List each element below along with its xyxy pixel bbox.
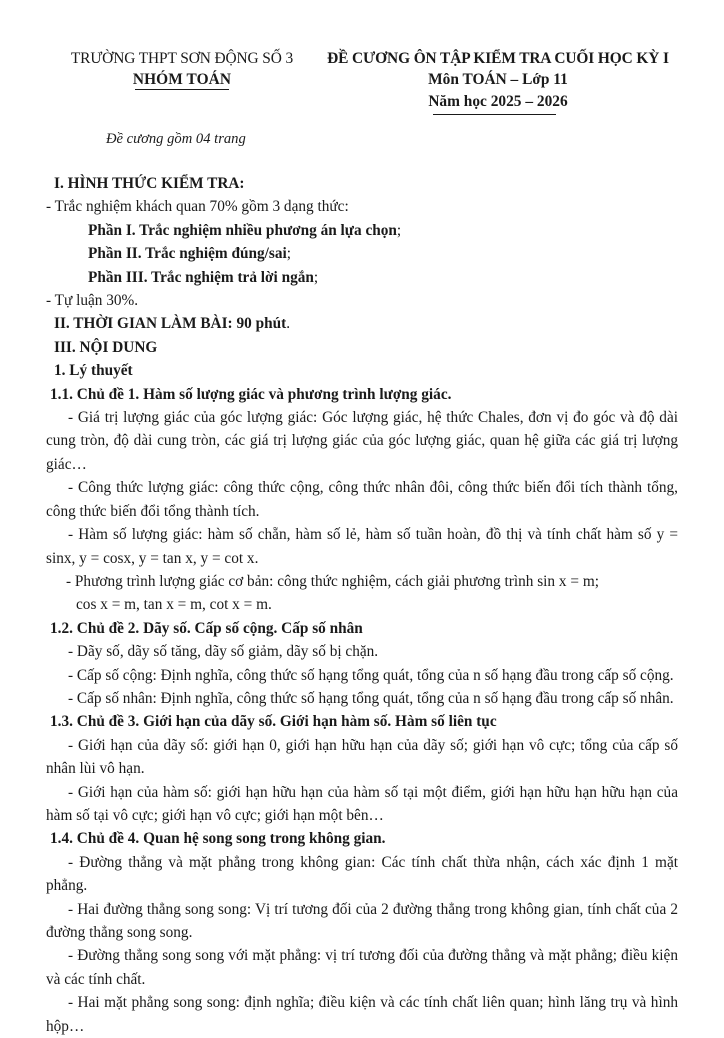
section-heading-ii — [46, 312, 678, 335]
section-heading-ii-period: . — [286, 315, 291, 333]
exam-format-part-1-label: Phần I. Trắc nghiệm nhiều phương án lựa chọn — [88, 221, 397, 239]
page-count-note: Đề cương gồm 04 trang — [106, 131, 246, 147]
exam-format-part-3-label: Phần III. Trắc nghiệm trả lời ngắn — [88, 268, 314, 286]
exam-format-part-3 — [46, 266, 678, 289]
topic-1-paragraph-2: - Công thức lượng giác: công thức cộng, công thức nhân đôi, công thức biến đổi tích thành tổng, công thức biến đổi tổng thành tích. — [46, 479, 678, 520]
topic-4-paragraph-1: - Đường thẳng và mặt phẳng trong không gian: Các tính chất thừa nhận, cách xác định 1 mặt phẳng. — [46, 853, 678, 895]
topic-1-heading: 1.1. Chủ đề 1. Hàm số lượng giác và phương trình lượng giác. — [50, 385, 452, 403]
section-heading-i: I. HÌNH THỨC KIỂM TRA: — [54, 175, 245, 192]
section-heading-ii-label: II. THỜI GIAN LÀM BÀI: 90 phút — [54, 315, 287, 333]
school-name: TRƯỜNG THPT SƠN ĐỘNG SỐ 3 — [70, 50, 294, 67]
topic-2-paragraph-3: - Cấp số nhân: Định nghĩa, công thức số hạng tổng quát, tổng của n số hạng đầu trong cấp số nhân. — [68, 689, 674, 707]
exam-format-part-2-sep: ; — [286, 245, 292, 263]
subject-line: Môn TOÁN – Lớp 11 — [428, 71, 568, 88]
section-heading-iii: III. NỘI DUNG — [54, 338, 158, 356]
exam-format-part-2-label: Phần II. Trắc nghiệm đúng/sai — [88, 245, 287, 263]
topic-1-paragraph-4-continued: cos x = m, tan x = m, cot x = m. — [76, 596, 272, 614]
document-body — [46, 172, 678, 1038]
document-header — [46, 46, 678, 113]
topic-1-paragraph-1: - Giá trị lượng giác của góc lượng giác: Góc lượng giác, hệ thức Chales, đơn vị đo góc và độ dài cung tròn, độ dài cung tròn, các giá trị lượng giác của góc lượng giác, quan hệ giữa các giá trị lượng giác… — [46, 409, 678, 473]
exam-title: ĐỀ CƯƠNG ÔN TẬP KIỂM TRA CUỐI HỌC KỲ I — [327, 50, 669, 67]
exam-format-essay: - Tự luận 30%. — [46, 292, 139, 310]
exam-format-part-1 — [46, 219, 678, 242]
topic-2-heading: 1.2. Chủ đề 2. Dãy số. Cấp số cộng. Cấp số nhân — [50, 619, 363, 637]
topic-3-heading: 1.3. Chủ đề 3. Giới hạn của dãy số. Giới hạn hàm số. Hàm số liên tục — [50, 713, 497, 731]
exam-format-objective: - Trắc nghiệm khách quan 70% gồm 3 dạng thức: — [46, 198, 349, 216]
topic-3-paragraph-2: - Giới hạn của hàm số: giới hạn hữu hạn của hàm số tại một điểm, giới hạn hữu hạn hữu hạn của hàm số tại vô cực; giới hạn vô cực; giới hạn một bên… — [46, 783, 678, 824]
exam-format-part-3-sep: ; — [313, 268, 319, 286]
exam-format-part-1-sep: ; — [396, 221, 402, 239]
topic-4-paragraph-2: - Hai đường thẳng song song: Vị trí tương đối của 2 đường thẳng trong không gian, tính chất của 2 đường thẳng song song. — [46, 900, 678, 941]
header-left-column — [46, 46, 318, 91]
topic-4-heading: 1.4. Chủ đề 4. Quan hệ song song trong không gian. — [50, 830, 386, 848]
group-name: NHÓM TOÁN — [133, 69, 231, 91]
school-year-underline — [433, 114, 555, 115]
topic-4-paragraph-3: - Đường thẳng song song với mặt phẳng: vị trí tương đối của đường thẳng và mặt phẳng; điều kiện và các tính chất. — [46, 947, 678, 988]
topic-3-paragraph-1: - Giới hạn của dãy số: giới hạn 0, giới hạn hữu hạn của dãy số; giới hạn vô cực; tổng của cấp số nhân lùi vô hạn. — [46, 736, 678, 778]
topic-1-paragraph-3: - Hàm số lượng giác: hàm số chẵn, hàm số lẻ, hàm số tuần hoàn, đồ thị và tính chất hàm số y = sinx, y = cosx, y = tan x, y = cot x. — [46, 526, 678, 567]
topic-2-paragraph-2: - Cấp số cộng: Định nghĩa, công thức số hạng tổng quát, tổng của n số hạng đầu trong cấp số cộng. — [68, 666, 674, 684]
topic-2-paragraph-1: - Dãy số, dãy số tăng, dãy số giảm, dãy số bị chặn. — [68, 643, 379, 661]
school-year-wrap — [428, 91, 567, 113]
topic-4-paragraph-4: - Hai mặt phẳng song song: định nghĩa; điều kiện và các tính chất liên quan; hình lăng trụ và hình hộp… — [46, 994, 678, 1035]
exam-format-part-2 — [46, 242, 678, 265]
topic-1-paragraph-4: - Phương trình lượng giác cơ bản: công thức nghiệm, cách giải phương trình sin x = m; — [66, 572, 599, 590]
school-year: Năm học 2025 – 2026 — [428, 93, 568, 110]
theory-heading: 1. Lý thuyết — [54, 362, 133, 380]
header-right-column — [318, 46, 678, 113]
